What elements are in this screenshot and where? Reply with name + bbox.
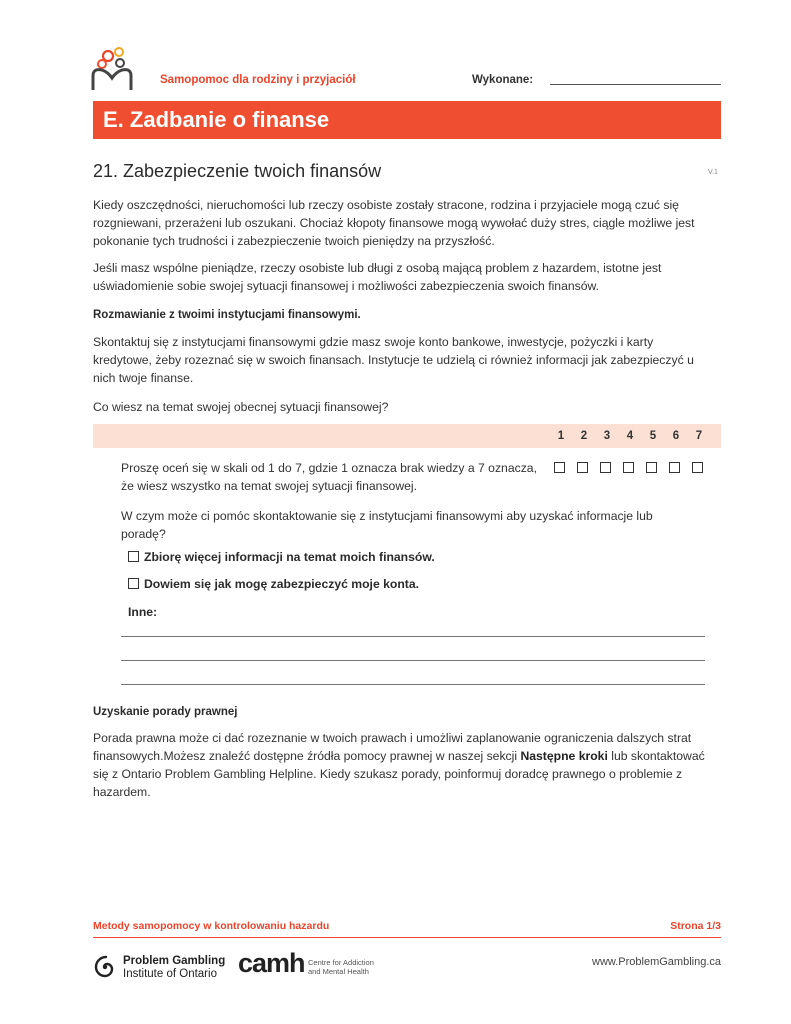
- next-steps-emphasis: Następne kroki: [520, 749, 608, 763]
- other-answer-line-1[interactable]: [121, 636, 705, 637]
- family-logo-icon: [90, 46, 134, 92]
- version-label: V.1: [708, 169, 718, 176]
- spiral-icon: [93, 955, 117, 979]
- institutions-heading: Rozmawianie z twoimi instytucjami finansowymi.: [93, 309, 361, 321]
- footer-page-number: Strona 1/3: [670, 920, 721, 932]
- scale-number-5: 5: [649, 430, 657, 442]
- legal-text-start: Porada prawna może ci dać rozeznanie w twoich prawach i umożliwi zaplanowanie ograniczenia dalszych strat finansowych.Możesz znaleźć dostępne źródła pomocy prawnej w naszej sekcji: [93, 731, 692, 763]
- intro-paragraph-2: Jeśli masz wspólne pieniądze, rzeczy osobiste lub długi z osobą mającą problem z hazardem, istotne jest uświadomienie sobie swojej sytuacji finansowej i możliwości zabezpieczenia swoich finansów.: [93, 261, 662, 293]
- completed-label: Wykonane:: [472, 74, 534, 86]
- scale-number-1: 1: [557, 430, 565, 442]
- other-label: Inne:: [128, 605, 158, 619]
- footer-divider: [93, 937, 721, 938]
- intro-paragraph-1: Kiedy oszczędności, nieruchomości lub rzeczy osobiste zostały stracone, rodzina i przyjaciele mogą czuć się rozgniewani, przerażeni lub oszukani. Chociaż kłopoty finansowe mogą wywołać duży stres, ciągle możliwe jest pokonanie tych trudności i zabezpieczenie twoich pieniędzy na przyszłość.: [93, 198, 695, 248]
- banner-title: E. Zadbanie o finanse: [103, 107, 330, 132]
- scale-number-4: 4: [626, 430, 634, 442]
- institutions-paragraph: Skontaktuj się z instytucjami finansowymi gdzie masz swoje konto bankowe, inwestycje, pożyczki i karty kredytowe, żeby rozeznać się w swoich finansach. Instytucje te udzielą ci również informacji jak zabezpieczyć u nich twoje finanse.: [93, 335, 694, 385]
- completed-date-field[interactable]: [550, 84, 721, 85]
- scale-number-6: 6: [672, 430, 680, 442]
- option-secure-accounts-checkbox[interactable]: [128, 578, 139, 589]
- pgio-line-2: Institute of Ontario: [123, 968, 217, 980]
- footer-series-title: Metody samopomocy w kontrolowaniu hazardu: [93, 920, 330, 932]
- option-secure-accounts[interactable]: [128, 577, 419, 591]
- page-title: 21. Zabezpieczenie twoich finansów: [93, 161, 382, 181]
- camh-line-2: and Mental Health: [308, 967, 369, 976]
- legal-text-end: lub skontaktować się z Ontario Problem Gambling Helpline. Kiedy szukasz porady, poinformuj doradcę prawnego o problemie z hazardem.: [93, 749, 705, 799]
- rating-checkbox-3[interactable]: [600, 462, 611, 473]
- legal-paragraph: [93, 729, 713, 801]
- option-gather-info-label: Zbiorę więcej informacji na temat moich finansów.: [144, 550, 435, 564]
- pgio-line-1: Problem Gambling: [123, 955, 226, 967]
- rating-checkbox-6[interactable]: [669, 462, 680, 473]
- option-gather-info[interactable]: [128, 550, 435, 564]
- scale-number-3: 3: [603, 430, 611, 442]
- other-answer-line-3[interactable]: [121, 684, 705, 685]
- camh-subtitle: [308, 958, 374, 976]
- header-tagline: Samopomoc dla rodziny i przyjaciół: [160, 74, 356, 86]
- option-gather-info-checkbox[interactable]: [128, 551, 139, 562]
- website-link[interactable]: www.ProblemGambling.ca: [592, 956, 721, 968]
- help-question: W czym może ci pomóc skontaktowanie się z instytucjami finansowymi aby uzyskać informacje lub poradę?: [121, 509, 653, 541]
- rating-checkbox-5[interactable]: [646, 462, 657, 473]
- pgio-logo-text: [123, 955, 225, 981]
- rating-checkbox-4[interactable]: [623, 462, 634, 473]
- situation-question: Co wiesz na temat swojej obecnej sytuacji finansowej?: [93, 400, 389, 414]
- camh-line-1: Centre for Addiction: [308, 958, 374, 967]
- camh-logo: camh: [238, 948, 305, 978]
- rating-checkbox-7[interactable]: [692, 462, 703, 473]
- rating-checkbox-1[interactable]: [554, 462, 565, 473]
- scale-number-2: 2: [580, 430, 588, 442]
- scale-number-7: 7: [695, 430, 703, 442]
- option-secure-accounts-label: Dowiem się jak mogę zabezpieczyć moje konta.: [144, 577, 419, 591]
- legal-heading: Uzyskanie porady prawnej: [93, 706, 238, 718]
- other-answer-line-2[interactable]: [121, 660, 705, 661]
- rating-checkbox-2[interactable]: [577, 462, 588, 473]
- rating-prompt: Proszę oceń się w skali od 1 do 7, gdzie 1 oznacza brak wiedzy a 7 oznacza, że wiesz wszystko na temat swojej sytuacji finansowej.: [121, 461, 537, 493]
